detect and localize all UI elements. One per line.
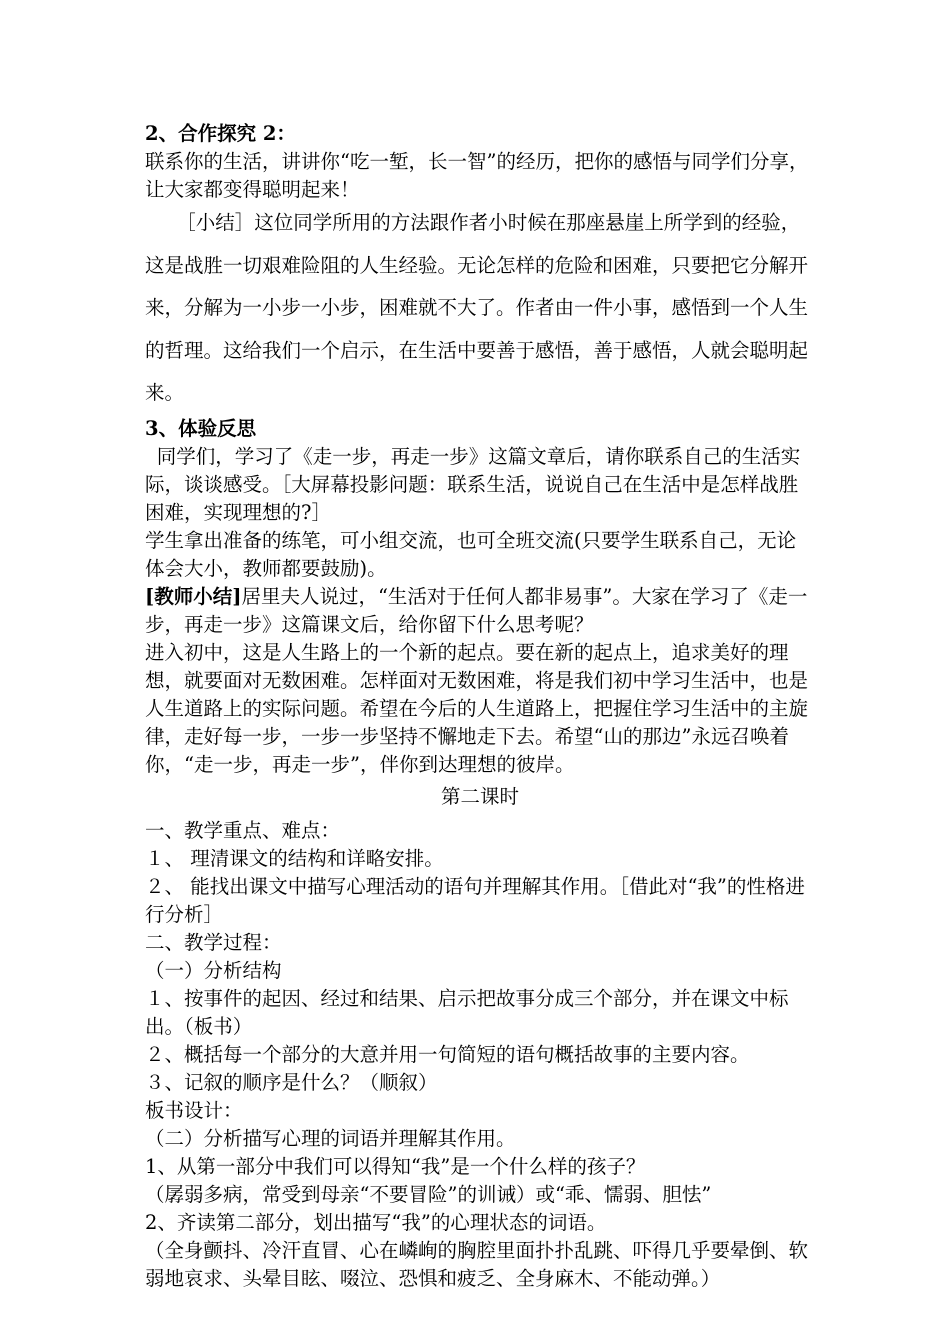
teacher-summary-paragraph <box>145 583 815 639</box>
section-3-paragraph-3: 进入初中，这是人生路上的一个新的起点。要在新的起点上，追求美好的理想，就要面对无数困难。怎样面对无数困难，将是我们初中学习生活中，也是人生道路上的实际问题。希望在今后的人生道路上，把握住学习生活中的主旋律，走好每一步，一步一步坚持不懈地走下去。希望“山的那边”永远召唤着你，“走一步，再走一步”，伴你到达理想的彼岸。 <box>145 640 809 776</box>
lesson-line-11: 1、从第一部分中我们可以得知“我”是一个什么样的孩子？ <box>145 1154 646 1178</box>
summary-paragraph: ［小结］这位同学所用的方法跟作者小时候在那座悬崖上所学到的经验，这是战胜一切艰难险阻的人生经验。无论怎样的危险和困难，只要把它分解开来，分解为一小步一小步，困难就不大了。作者由一件小事，感悟到一个人生的哲理。这给我们一个启示，在生活中要善于感悟，善于感悟，人就会聪明起来。 <box>145 211 809 404</box>
lesson-line-9: 板书设计： <box>145 1098 243 1122</box>
lesson-line-8: ３、记叙的顺序是什么？（顺叙） <box>145 1070 438 1094</box>
lesson-line-12: （孱弱多病，常受到母亲“不要冒险”的训诫）或“乖、懦弱、胆怯” <box>145 1182 712 1206</box>
section-3-title: 3、体验反思 <box>145 416 257 440</box>
section-2-title: 2、合作探究 2： <box>145 122 296 145</box>
lesson-line-2: １、 理清课文的结构和详略安排。 <box>145 846 444 870</box>
lesson-line-4: 二、教学过程： <box>145 930 282 954</box>
lesson-line-14: （全身颤抖、冷汗直冒、心在嶙峋的胸腔里面扑扑乱跳、吓得几乎要晕倒、软弱地哀求、头晕目眩、啜泣、恐惧和疲乏、全身麻木、不能动弹。） <box>145 1238 809 1290</box>
teacher-summary-label: [教师小结] <box>145 584 242 608</box>
lesson-line-1: 一、教学重点、难点： <box>145 818 341 842</box>
section-2-body: 联系你的生活，讲讲你“吃一堑，长一智”的经历，把你的感悟与同学们分享，让大家都变得聪明起来！ <box>145 150 809 201</box>
section-3-paragraph-1: 同学们，学习了《走一步，再走一步》这篇文章后，请你联系自己的生活实际，谈谈感受。［大屏幕投影问题：联系生活，说说自己在生活中是怎样战胜困难，实现理想的?］ <box>145 444 801 524</box>
lesson-line-7: ２、概括每一个部分的大意并用一句简短的语句概括故事的主要内容。 <box>145 1042 750 1066</box>
lesson-line-6: １、按事件的起因、经过和结果、启示把故事分成三个部分，并在课文中标出。（板书） <box>145 986 789 1038</box>
lesson-line-5: （一）分析结构 <box>145 958 282 982</box>
teacher-summary-text: 居里夫人说过，“生活对于任何人都非易事”。大家在学习了《走一步，再走一步》这篇课文后，给你留下什么思考呢？ <box>145 584 808 636</box>
lesson-line-13: 2、齐读第二部分，划出描写“我”的心理状态的词语。 <box>145 1210 607 1234</box>
document-page <box>145 120 815 1293</box>
lesson-line-3: ２、 能找出课文中描写心理活动的语句并理解其作用。［借此对“我”的性格进行分析］ <box>145 874 805 926</box>
section-3-paragraph-2: 学生拿出准备的练笔，可小组交流，也可全班交流(只要学生联系自己，无论体会大小，教师都要鼓励)。 <box>145 528 797 580</box>
lesson-line-10: （二）分析描写心理的词语并理解其作用。 <box>145 1126 516 1150</box>
lesson-2-title: 第二课时 <box>440 784 519 808</box>
